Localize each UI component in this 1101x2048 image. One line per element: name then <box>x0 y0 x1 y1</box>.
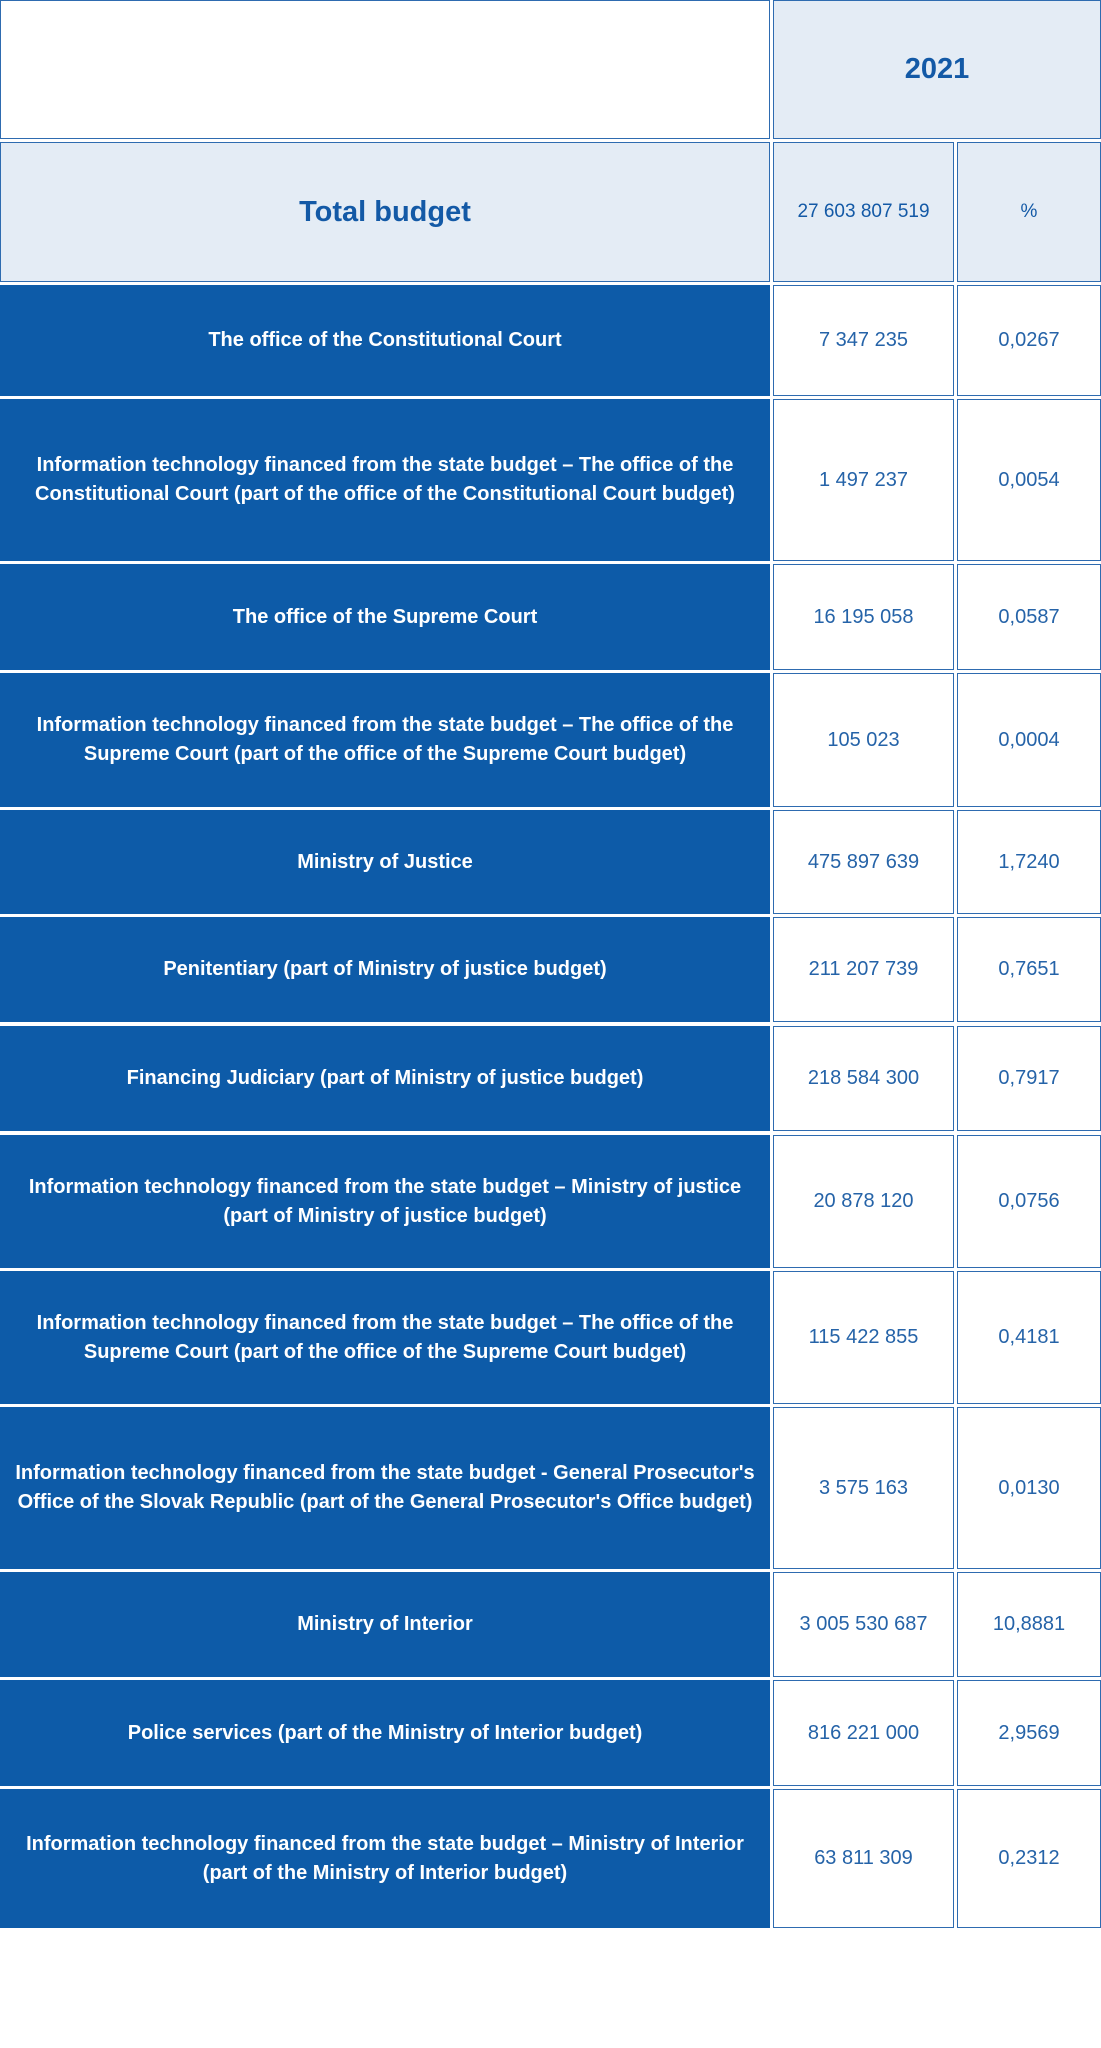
row-amount: 3 575 163 <box>773 1407 954 1569</box>
row-amount: 20 878 120 <box>773 1135 954 1268</box>
row-percent: 0,2312 <box>957 1789 1101 1928</box>
row-label: Information technology financed from the state budget – Ministry of Interior (part of the Ministry of Interior budget) <box>0 1789 770 1928</box>
row-amount: 1 497 237 <box>773 399 954 561</box>
row-label: Information technology financed from the state budget – Ministry of justice (part of Ministry of justice budget) <box>0 1135 770 1268</box>
row-amount: 816 221 000 <box>773 1680 954 1786</box>
header-empty-cell <box>0 0 770 139</box>
row-percent: 0,0004 <box>957 673 1101 807</box>
row-percent: 0,0587 <box>957 564 1101 670</box>
row-amount: 115 422 855 <box>773 1271 954 1404</box>
row-percent: 0,7917 <box>957 1026 1101 1131</box>
row-percent: 0,0756 <box>957 1135 1101 1268</box>
row-amount: 3 005 530 687 <box>773 1572 954 1677</box>
row-label: Financing Judiciary (part of Ministry of justice budget) <box>0 1026 770 1131</box>
row-label: Information technology financed from the state budget - General Prosecutor's Office of the Slovak Republic (part of the General Prosecutor's Office budget) <box>0 1407 770 1569</box>
row-label: Police services (part of the Ministry of Interior budget) <box>0 1680 770 1786</box>
row-percent: 0,0054 <box>957 399 1101 561</box>
row-amount: 105 023 <box>773 673 954 807</box>
row-label: Ministry of Interior <box>0 1572 770 1677</box>
row-label: Ministry of Justice <box>0 810 770 914</box>
year-header: 2021 <box>773 0 1101 139</box>
row-amount: 16 195 058 <box>773 564 954 670</box>
row-label: The office of the Constitutional Court <box>0 285 770 396</box>
row-amount: 475 897 639 <box>773 810 954 914</box>
row-label: Information technology financed from the state budget – The office of the Constitutional Court (part of the office of the Constitutional Court budget) <box>0 399 770 561</box>
row-percent: 1,7240 <box>957 810 1101 914</box>
row-percent: 2,9569 <box>957 1680 1101 1786</box>
row-label: The office of the Supreme Court <box>0 564 770 670</box>
row-amount: 211 207 739 <box>773 917 954 1022</box>
row-amount: 218 584 300 <box>773 1026 954 1131</box>
row-percent: 0,7651 <box>957 917 1101 1022</box>
row-percent: 0,4181 <box>957 1271 1101 1404</box>
row-percent: 0,0267 <box>957 285 1101 396</box>
total-budget-value: 27 603 807 519 <box>773 142 954 282</box>
row-percent: 0,0130 <box>957 1407 1101 1569</box>
percent-header: % <box>957 142 1101 282</box>
row-amount: 63 811 309 <box>773 1789 954 1928</box>
row-percent: 10,8881 <box>957 1572 1101 1677</box>
row-label: Penitentiary (part of Ministry of justice budget) <box>0 917 770 1022</box>
row-label: Information technology financed from the state budget – The office of the Supreme Court (part of the office of the Supreme Court budget) <box>0 673 770 807</box>
row-amount: 7 347 235 <box>773 285 954 396</box>
total-budget-label: Total budget <box>0 142 770 282</box>
row-label: Information technology financed from the state budget – The office of the Supreme Court (part of the office of the Supreme Court budget) <box>0 1271 770 1404</box>
